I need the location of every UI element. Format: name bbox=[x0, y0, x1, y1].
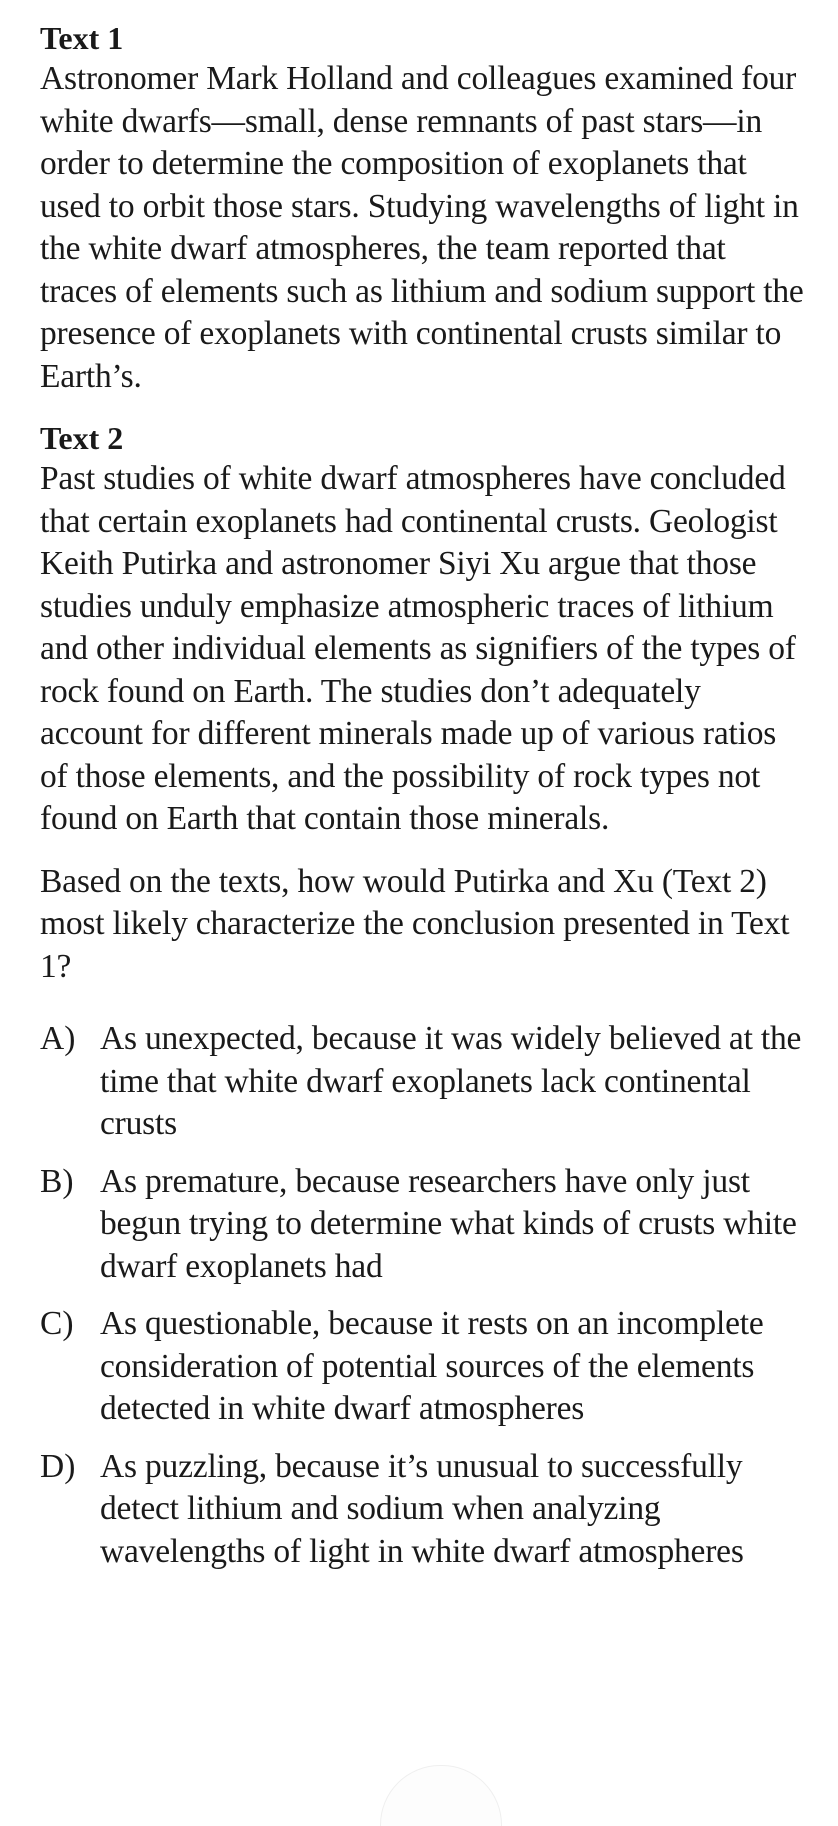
choice-a[interactable] bbox=[40, 1018, 810, 1146]
text2-heading: Text 2 bbox=[40, 420, 124, 456]
question-page bbox=[40, 18, 810, 1588]
text2-body: Past studies of white dwarf atmospheres have concluded that certain exoplanets had continental crusts. Geologist Keith Putirka and astronomer Siyi Xu argue that those studies unduly emphasize atmospheric traces of lithium and other individual elements as signifiers of the types of rock found on Earth. The studies don’t adequately account for different minerals made up of various ratios of those elements, and the possibility of rock types not found on Earth that contain those minerals. bbox=[40, 460, 796, 837]
choice-c[interactable] bbox=[40, 1303, 810, 1431]
choice-d-text: As puzzling, because it’s unusual to successfully detect lithium and sodium when analyzing wavelengths of light in white dwarf atmospheres bbox=[100, 1447, 744, 1570]
choice-d[interactable] bbox=[40, 1446, 810, 1574]
text1-body: Astronomer Mark Holland and colleagues examined four white dwarfs—small, dense remnants of past stars—in order to determine the composition of exoplanets that used to orbit those stars. Studying wavelengths of light in the white dwarf atmospheres, the team reported that traces of elements such as lithium and sodium support the presence of exoplanets with continental crusts similar to Earth’s. bbox=[40, 60, 804, 395]
choice-b-letter: B) bbox=[40, 1162, 74, 1200]
choice-d-letter: D) bbox=[40, 1447, 76, 1485]
text1-section bbox=[40, 18, 810, 398]
text1-heading: Text 1 bbox=[40, 20, 124, 56]
scroll-indicator bbox=[380, 1765, 502, 1826]
answer-choices bbox=[40, 1018, 810, 1573]
text2-section bbox=[40, 418, 810, 841]
choice-b-text: As premature, because researchers have only just begun trying to determine what kinds of crusts white dwarf exoplanets had bbox=[100, 1162, 797, 1285]
choice-c-letter: C) bbox=[40, 1305, 74, 1342]
choice-a-text: As unexpected, because it was widely believed at the time that white dwarf exoplanets lack continental crusts bbox=[100, 1020, 802, 1142]
choice-a-letter: A) bbox=[40, 1020, 76, 1057]
choice-c-text: As questionable, because it rests on an incomplete consideration of potential sources of the elements detected in white dwarf atmospheres bbox=[100, 1305, 764, 1427]
question-prompt: Based on the texts, how would Putirka and Xu (Text 2) most likely characterize the conclusion presented in Text 1? bbox=[40, 862, 790, 985]
choice-b[interactable] bbox=[40, 1161, 810, 1289]
